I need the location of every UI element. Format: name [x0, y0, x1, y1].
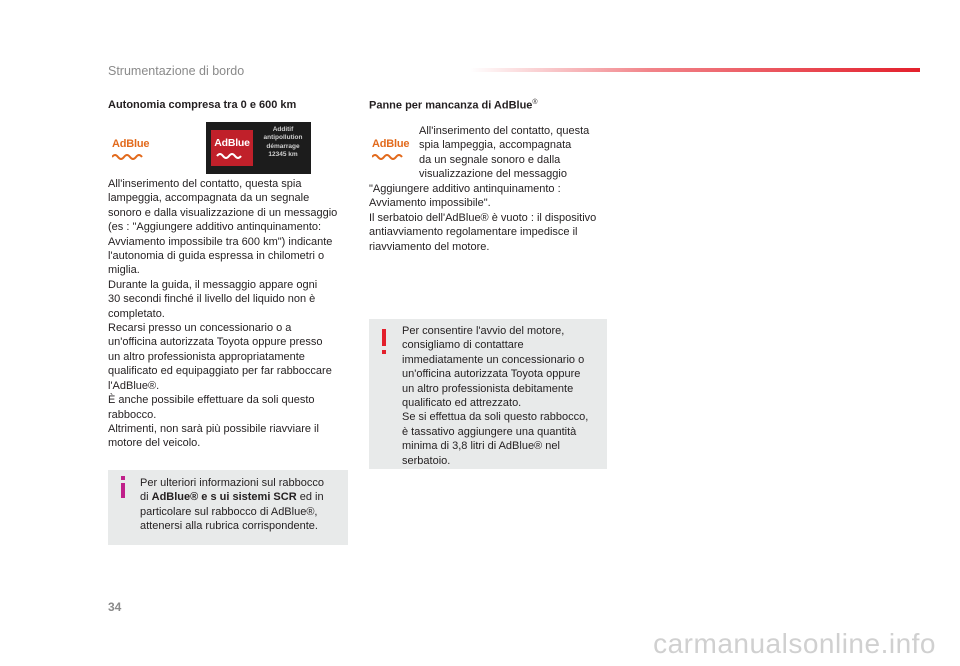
info-line-1: Per ulteriori informazioni sul rabbocco: [140, 477, 325, 489]
right-heading-text: Panne per mancanza di AdBlue: [369, 99, 533, 112]
info-icon: [118, 476, 128, 502]
adblue-logo-text-right: AdBlue: [372, 138, 410, 150]
right-heading: [369, 99, 538, 112]
watermark: carmanualsonline.info: [653, 628, 936, 659]
header-accent-line: [470, 68, 920, 72]
right-body-indented: All'inserimento del contatto, questa spia lampeggia, accompagnata da un segnale sonoro e dalla visualizzazione del messaggio: [419, 125, 590, 181]
info-line-2-bold: AdBlue® e s ui sistemi SCR: [151, 491, 297, 504]
wave-icon: [372, 153, 416, 163]
info-line-4: attenersi alla rubrica corrispondente.: [140, 520, 318, 533]
right-body-text: "Aggiungere additivo antinquinamento : Avviamento impossibile". Il serbatoio dell'AdBlue® è vuoto : il dispositivo antiavviamento regolamentare impedisce il riavviamento del motore.: [369, 183, 597, 253]
page-number: 34: [108, 600, 122, 614]
info-box: [108, 470, 348, 545]
info-line-2: [140, 490, 345, 504]
wave-icon: [112, 153, 156, 163]
adblue-warning-icon: [112, 138, 156, 164]
warning-box: [369, 319, 607, 469]
display-wave-icon: [211, 152, 253, 162]
display-adblue-icon: [211, 130, 253, 166]
display-icon-text: AdBlue: [214, 137, 250, 149]
info-line-3: particolare sul rabbocco di AdBlue®,: [140, 505, 318, 518]
warning-exclamation-icon: [379, 329, 389, 357]
right-heading-sup: ®: [532, 99, 538, 106]
info-line-2-suffix: ed in: [296, 491, 324, 504]
display-message: Additif antipollution démarrage 12345 km: [263, 126, 303, 159]
info-box-text: [140, 476, 345, 534]
instrument-display: [206, 122, 311, 174]
section-title: Strumentazione di bordo: [108, 64, 245, 78]
info-line-2-prefix: di: [140, 491, 152, 504]
left-body-text: All'inserimento del contatto, questa spia lampeggia, accompagnata da un segnale sonoro e dalla visualizzazione di un messaggio (es : "Aggiungere additivo antinquinamento: Avviamento impossibile tra 600 km") indicante l'autonomia di guida espressa in chilometri o miglia. Durante la guida, il messaggio appare ogni 30 secondi finché il livello del liquido non è completato. Recarsi presso un concessionario o a un'officina autorizzata Toyota oppure presso un altro professionista appropriatamente qualificato ed equipaggiato per far rabboccare l'AdBlue®. È anche possibile effettuare da soli questo rabbocco. Altrimenti, non sarà più possibile riavviare il motore del veicolo.: [108, 178, 338, 450]
left-heading: Autonomia compresa tra 0 e 600 km: [108, 99, 297, 111]
warning-box-text: Per consentire l'avvio del motore, consigliamo di contattare immediatamente un concessionario o un'officina autorizzata Toyota oppure un altro professionista debitamente qualificato ed attrezzato. Se si effettua da soli questo rabbocco, è tassativo aggiungere una quantità minima di 3,8 litri di AdBlue® nel serbatoio.: [402, 325, 589, 467]
adblue-warning-icon-right: [372, 138, 416, 164]
adblue-logo-text: AdBlue: [112, 138, 150, 150]
